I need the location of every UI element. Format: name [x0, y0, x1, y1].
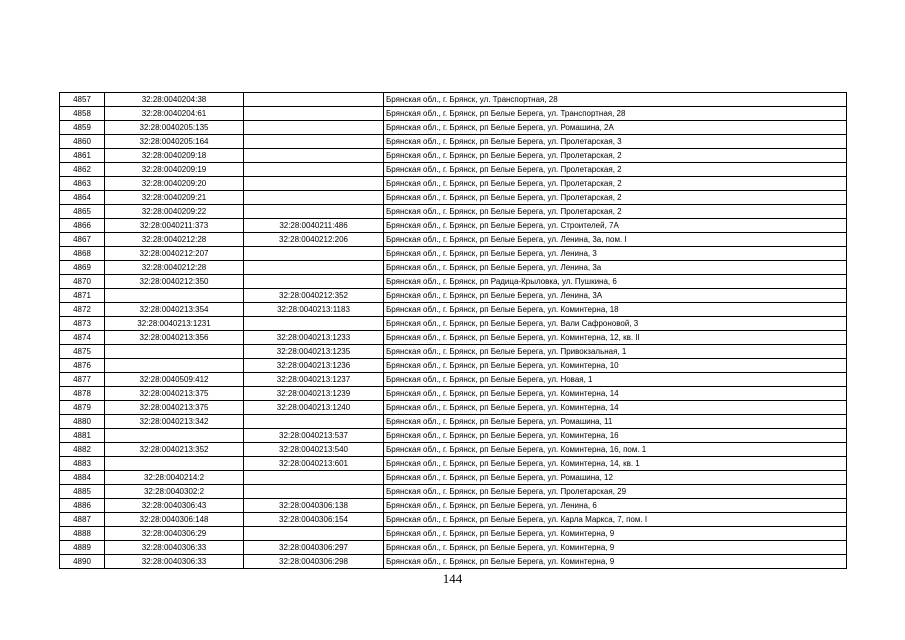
cadastral-number-cell: 32:28:0040213:1231 [105, 317, 244, 331]
table-row [60, 471, 847, 485]
table-row [60, 191, 847, 205]
row-number-cell: 4874 [60, 331, 105, 345]
row-number-cell: 4881 [60, 429, 105, 443]
row-number-cell: 4861 [60, 149, 105, 163]
address-cell: Брянская обл., г. Брянск, рп Белые Берега, ул. Пролетарская, 2 [384, 205, 847, 219]
cadastral-number-cell: 32:28:0040204:61 [105, 107, 244, 121]
related-cadastral-number-cell: 32:28:0040306:297 [244, 541, 384, 555]
address-cell: Брянская обл., г. Брянск, рп Белые Берега, ул. Коминтерна, 12, кв. II [384, 331, 847, 345]
address-cell: Брянская обл., г. Брянск, рп Белые Берега, ул. Пролетарская, 3 [384, 135, 847, 149]
address-cell: Брянская обл., г. Брянск, рп Радица-Крыловка, ул. Пушкина, 6 [384, 275, 847, 289]
address-cell: Брянская обл., г. Брянск, рп Белые Берега, ул. Вали Сафроновой, 3 [384, 317, 847, 331]
cadastral-number-cell: 32:28:0040209:19 [105, 163, 244, 177]
row-number-cell: 4885 [60, 485, 105, 499]
address-cell: Брянская обл., г. Брянск, рп Белые Берега, ул. Коминтерна, 18 [384, 303, 847, 317]
cadastral-number-cell [105, 289, 244, 303]
row-number-cell: 4889 [60, 541, 105, 555]
table-row [60, 233, 847, 247]
table-row [60, 107, 847, 121]
row-number-cell: 4871 [60, 289, 105, 303]
address-cell: Брянская обл., г. Брянск, рп Белые Берега, ул. Коминтерна, 16 [384, 429, 847, 443]
row-number-cell: 4876 [60, 359, 105, 373]
related-cadastral-number-cell [244, 205, 384, 219]
table-row [60, 429, 847, 443]
cadastral-number-cell: 32:28:0040213:354 [105, 303, 244, 317]
related-cadastral-number-cell [244, 191, 384, 205]
cadastral-number-cell: 32:28:0040212:350 [105, 275, 244, 289]
address-cell: Брянская обл., г. Брянск, рп Белые Берега, ул. Карла Маркса, 7, пом. I [384, 513, 847, 527]
row-number-cell: 4886 [60, 499, 105, 513]
row-number-cell: 4868 [60, 247, 105, 261]
cadastral-number-cell: 32:28:0040209:18 [105, 149, 244, 163]
row-number-cell: 4863 [60, 177, 105, 191]
related-cadastral-number-cell: 32:28:0040213:1239 [244, 387, 384, 401]
table-row [60, 373, 847, 387]
address-cell: Брянская обл., г. Брянск, рп Белые Берега, ул. Ленина, 6 [384, 499, 847, 513]
related-cadastral-number-cell: 32:28:0040213:1233 [244, 331, 384, 345]
address-cell: Брянская обл., г. Брянск, рп Белые Берега, ул. Строителей, 7А [384, 219, 847, 233]
table-row [60, 345, 847, 359]
related-cadastral-number-cell [244, 261, 384, 275]
address-cell: Брянская обл., г. Брянск, рп Белые Берега, ул. Коминтерна, 10 [384, 359, 847, 373]
address-cell: Брянская обл., г. Брянск, рп Белые Берега, ул. Коминтерна, 14 [384, 401, 847, 415]
related-cadastral-number-cell: 32:28:0040213:1235 [244, 345, 384, 359]
table-row [60, 177, 847, 191]
table-row [60, 149, 847, 163]
table-row [60, 387, 847, 401]
table-row [60, 331, 847, 345]
address-cell: Брянская обл., г. Брянск, рп Белые Берега, ул. Новая, 1 [384, 373, 847, 387]
cadastral-number-cell: 32:28:0040209:21 [105, 191, 244, 205]
address-cell: Брянская обл., г. Брянск, рп Белые Берега, ул. Привокзальная, 1 [384, 345, 847, 359]
cadastral-number-cell: 32:28:0040205:135 [105, 121, 244, 135]
row-number-cell: 4862 [60, 163, 105, 177]
related-cadastral-number-cell: 32:28:0040211:486 [244, 219, 384, 233]
cadastral-number-cell: 32:28:0040306:33 [105, 555, 244, 569]
cadastral-number-cell: 32:28:0040212:28 [105, 233, 244, 247]
table-row [60, 163, 847, 177]
table-row [60, 541, 847, 555]
related-cadastral-number-cell [244, 317, 384, 331]
address-cell: Брянская обл., г. Брянск, рп Белые Берега, ул. Ромашина, 2А [384, 121, 847, 135]
table-row [60, 555, 847, 569]
row-number-cell: 4869 [60, 261, 105, 275]
row-number-cell: 4867 [60, 233, 105, 247]
cadastral-number-cell: 32:28:0040211:373 [105, 219, 244, 233]
table-row [60, 303, 847, 317]
row-number-cell: 4865 [60, 205, 105, 219]
row-number-cell: 4858 [60, 107, 105, 121]
address-cell: Брянская обл., г. Брянск, рп Белые Берега, ул. Коминтерна, 9 [384, 527, 847, 541]
row-number-cell: 4875 [60, 345, 105, 359]
row-number-cell: 4880 [60, 415, 105, 429]
table-row [60, 415, 847, 429]
cadastral-number-cell: 32:28:0040214:2 [105, 471, 244, 485]
cadastral-number-cell: 32:28:0040213:352 [105, 443, 244, 457]
row-number-cell: 4857 [60, 93, 105, 107]
address-cell: Брянская обл., г. Брянск, рп Белые Берега, ул. Пролетарская, 2 [384, 149, 847, 163]
address-cell: Брянская обл., г. Брянск, рп Белые Берега, ул. Транспортная, 28 [384, 107, 847, 121]
row-number-cell: 4864 [60, 191, 105, 205]
cadastral-number-cell: 32:28:0040306:148 [105, 513, 244, 527]
related-cadastral-number-cell: 32:28:0040213:1236 [244, 359, 384, 373]
related-cadastral-number-cell [244, 177, 384, 191]
cadastral-number-cell: 32:28:0040509:412 [105, 373, 244, 387]
row-number-cell: 4882 [60, 443, 105, 457]
cadastral-number-cell: 32:28:0040212:207 [105, 247, 244, 261]
address-cell: Брянская обл., г. Брянск, рп Белые Берега, ул. Ромашина, 12 [384, 471, 847, 485]
row-number-cell: 4884 [60, 471, 105, 485]
table-row [60, 261, 847, 275]
cadastral-number-cell [105, 457, 244, 471]
related-cadastral-number-cell: 32:28:0040306:154 [244, 513, 384, 527]
table-row [60, 205, 847, 219]
related-cadastral-number-cell [244, 93, 384, 107]
related-cadastral-number-cell: 32:28:0040212:352 [244, 289, 384, 303]
cadastral-number-cell: 32:28:0040302:2 [105, 485, 244, 499]
table-row [60, 317, 847, 331]
related-cadastral-number-cell [244, 415, 384, 429]
address-cell: Брянская обл., г. Брянск, рп Белые Берега, ул. Коминтерна, 9 [384, 541, 847, 555]
address-cell: Брянская обл., г. Брянск, рп Белые Берега, ул. Ромашина, 11 [384, 415, 847, 429]
related-cadastral-number-cell: 32:28:0040212:206 [244, 233, 384, 247]
address-cell: Брянская обл., г. Брянск, рп Белые Берега, ул. Пролетарская, 2 [384, 177, 847, 191]
related-cadastral-number-cell: 32:28:0040213:1183 [244, 303, 384, 317]
related-cadastral-number-cell [244, 471, 384, 485]
row-number-cell: 4879 [60, 401, 105, 415]
table-row [60, 485, 847, 499]
page-number: 144 [442, 571, 463, 586]
cadastral-number-cell: 32:28:0040306:33 [105, 541, 244, 555]
table-row [60, 93, 847, 107]
row-number-cell: 4866 [60, 219, 105, 233]
address-cell: Брянская обл., г. Брянск, рп Белые Берега, ул. Ленина, 3 [384, 247, 847, 261]
row-number-cell: 4888 [60, 527, 105, 541]
related-cadastral-number-cell [244, 149, 384, 163]
table-row [60, 527, 847, 541]
cadastral-number-cell: 32:28:0040209:20 [105, 177, 244, 191]
row-number-cell: 4860 [60, 135, 105, 149]
address-cell: Брянская обл., г. Брянск, рп Белые Берега, ул. Ленина, 3а [384, 261, 847, 275]
related-cadastral-number-cell: 32:28:0040213:537 [244, 429, 384, 443]
related-cadastral-number-cell [244, 247, 384, 261]
related-cadastral-number-cell [244, 485, 384, 499]
cadastral-number-cell: 32:28:0040205:164 [105, 135, 244, 149]
related-cadastral-number-cell: 32:28:0040213:601 [244, 457, 384, 471]
row-number-cell: 4859 [60, 121, 105, 135]
row-number-cell: 4872 [60, 303, 105, 317]
cadastral-number-cell: 32:28:0040212:28 [105, 261, 244, 275]
registry-table-body [60, 93, 847, 569]
cadastral-number-cell: 32:28:0040213:356 [105, 331, 244, 345]
row-number-cell: 4890 [60, 555, 105, 569]
related-cadastral-number-cell: 32:28:0040213:540 [244, 443, 384, 457]
related-cadastral-number-cell: 32:28:0040213:1240 [244, 401, 384, 415]
table-row [60, 121, 847, 135]
table-row [60, 219, 847, 233]
table-row [60, 457, 847, 471]
table-row [60, 513, 847, 527]
related-cadastral-number-cell [244, 163, 384, 177]
address-cell: Брянская обл., г. Брянск, рп Белые Берега, ул. Пролетарская, 29 [384, 485, 847, 499]
table-row [60, 289, 847, 303]
related-cadastral-number-cell: 32:28:0040306:138 [244, 499, 384, 513]
related-cadastral-number-cell [244, 107, 384, 121]
table-row [60, 401, 847, 415]
row-number-cell: 4873 [60, 317, 105, 331]
row-number-cell: 4877 [60, 373, 105, 387]
related-cadastral-number-cell [244, 135, 384, 149]
cadastral-number-cell [105, 359, 244, 373]
table-row [60, 359, 847, 373]
table-row [60, 499, 847, 513]
cadastral-number-cell: 32:28:0040209:22 [105, 205, 244, 219]
address-cell: Брянская обл., г. Брянск, рп Белые Берега, ул. Пролетарская, 2 [384, 163, 847, 177]
table-row [60, 443, 847, 457]
related-cadastral-number-cell: 32:28:0040213:1237 [244, 373, 384, 387]
cadastral-number-cell: 32:28:0040204:38 [105, 93, 244, 107]
row-number-cell: 4870 [60, 275, 105, 289]
address-cell: Брянская обл., г. Брянск, рп Белые Берега, ул. Коминтерна, 14 [384, 387, 847, 401]
cadastral-number-cell: 32:28:0040213:375 [105, 401, 244, 415]
address-cell: Брянская обл., г. Брянск, ул. Транспортная, 28 [384, 93, 847, 107]
address-cell: Брянская обл., г. Брянск, рп Белые Берега, ул. Пролетарская, 2 [384, 191, 847, 205]
table-row [60, 275, 847, 289]
row-number-cell: 4887 [60, 513, 105, 527]
related-cadastral-number-cell [244, 121, 384, 135]
cadastral-number-cell: 32:28:0040306:43 [105, 499, 244, 513]
related-cadastral-number-cell [244, 275, 384, 289]
address-cell: Брянская обл., г. Брянск, рп Белые Берега, ул. Ленина, 3а, пом. I [384, 233, 847, 247]
row-number-cell: 4878 [60, 387, 105, 401]
address-cell: Брянская обл., г. Брянск, рп Белые Берега, ул. Коминтерна, 16, пом. 1 [384, 443, 847, 457]
property-registry-table [59, 92, 847, 569]
address-cell: Брянская обл., г. Брянск, рп Белые Берега, ул. Ленина, 3А [384, 289, 847, 303]
address-cell: Брянская обл., г. Брянск, рп Белые Берега, ул. Коминтерна, 9 [384, 555, 847, 569]
cadastral-number-cell: 32:28:0040306:29 [105, 527, 244, 541]
row-number-cell: 4883 [60, 457, 105, 471]
table-row [60, 247, 847, 261]
cadastral-number-cell: 32:28:0040213:342 [105, 415, 244, 429]
cadastral-number-cell [105, 345, 244, 359]
cadastral-number-cell: 32:28:0040213:375 [105, 387, 244, 401]
table-row [60, 135, 847, 149]
cadastral-number-cell [105, 429, 244, 443]
related-cadastral-number-cell: 32:28:0040306:298 [244, 555, 384, 569]
address-cell: Брянская обл., г. Брянск, рп Белые Берега, ул. Коминтерна, 14, кв. 1 [384, 457, 847, 471]
related-cadastral-number-cell [244, 527, 384, 541]
